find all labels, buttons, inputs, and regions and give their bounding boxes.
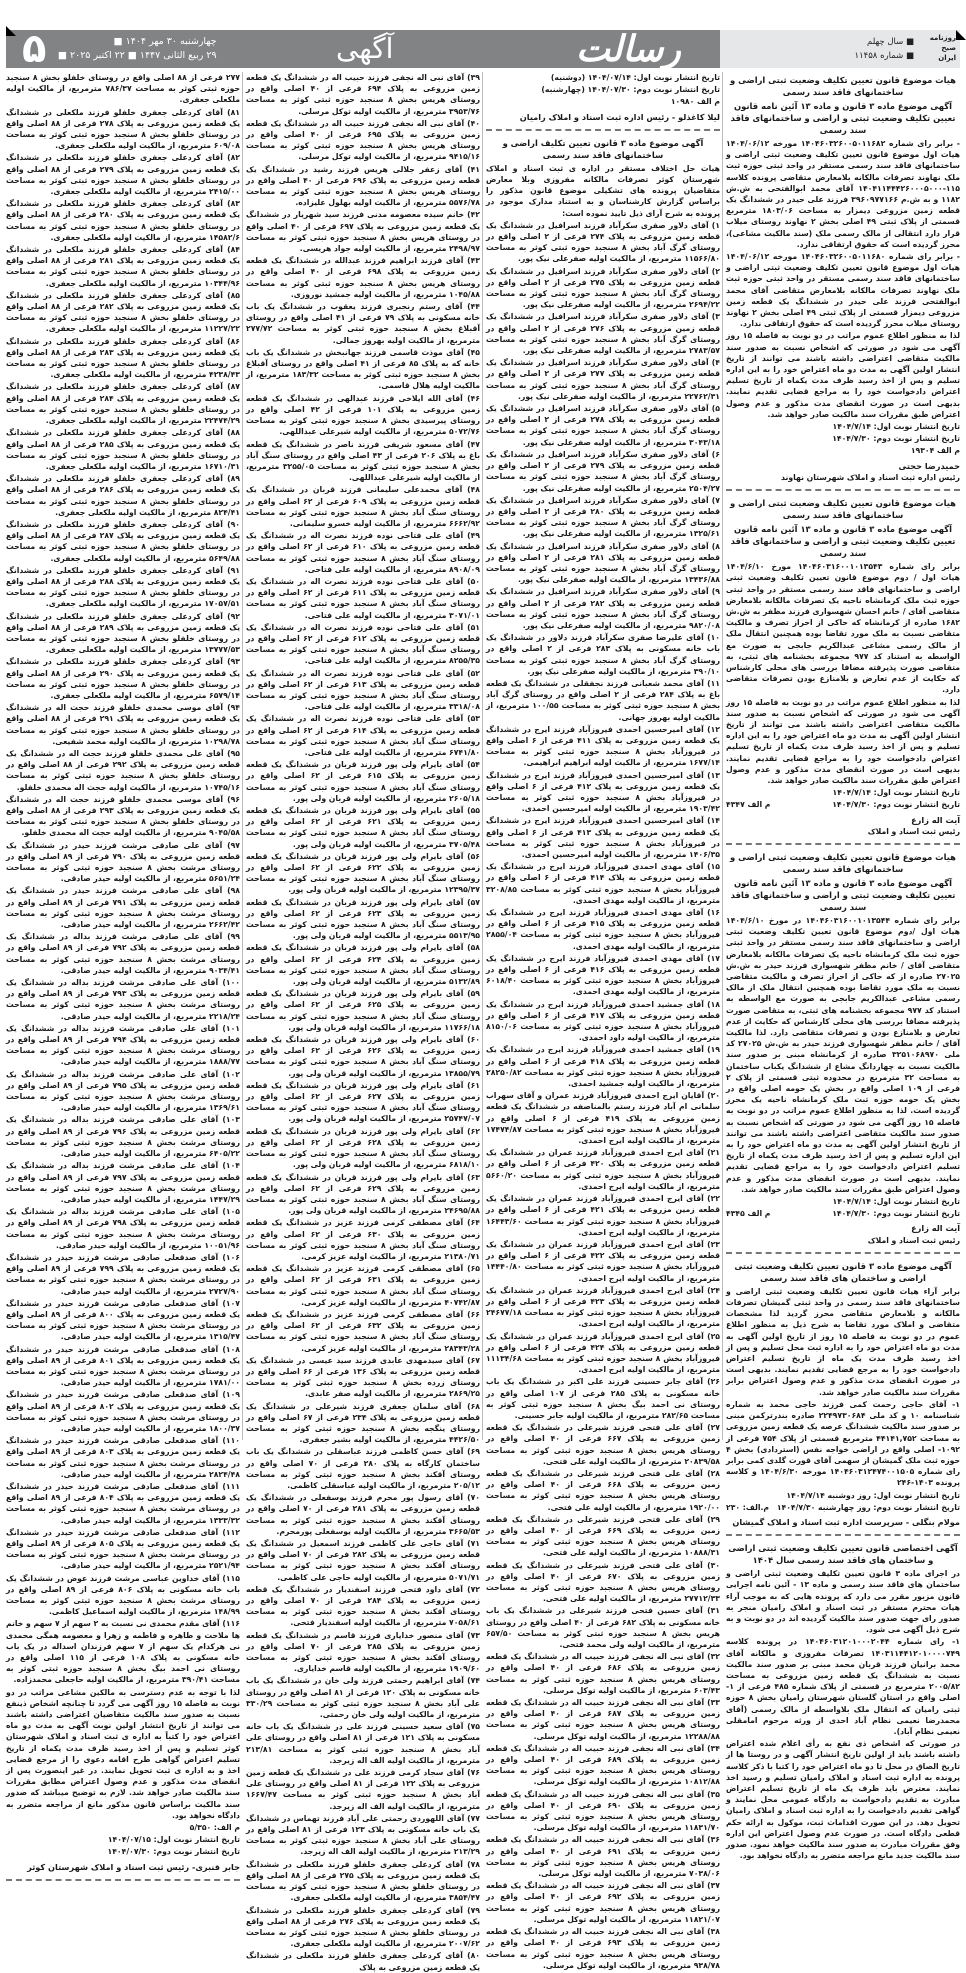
ruling-item: ۷۵) آقای سعید حسینی فرزند علی در ششدانگ یک باب خانه مسکونی به پلاک ۱۲۱ فرعی از ۸۱ اصلی واقع در روستای علی آباد بخش ۸ سنجبد حوزه ثبتی کوثر به مساحت ۲۱۳/۸۱ مترمربع، از مالکیت اولیه الف اله زیرجد. (246, 1722, 480, 1765)
page-header (6, 26, 960, 72)
publish-date: تاریخ انتشار نوبت دوم: ۱۴۰۴/۷/۳۰ (832, 1209, 960, 1219)
signature-name: حمیدرضا حجتی (898, 460, 960, 471)
ruling-item: ۱۵) آقای مهدی احمدی فیروزآباد فرزند ایرج در ششدانگ یک قطعه زمین مزروعی به پلاک ۴۱۴ فرعی از ۶ اصلی واقع در فیروزآباد بخش ۸ سنجبد حوزه ثبتی کوثر به مساحت ۳۲۰۸/۸۵ مترمربع، از مالکیت اولیه مهدی احمدی. (486, 862, 720, 905)
ruling-item: ۱۶) آقای مهدی احمدی فیروزآباد فرزند ایرج در ششدانگ یک قطعه زمین مزروعی به پلاک ۴۱۵ فرعی از ۶ اصلی واقع در فیروزآباد بخش ۸ سنجبد حوزه ثبتی کوثر به مساحت ۲۸۵۵/۰۴ مترمربع، از مالکیت اولیه مهدی احمدی. (486, 908, 720, 951)
newspaper-logo: رسالت (576, 28, 681, 70)
ruling-item: ۸۷) آقای کردعلی جعفری خلفلو فرزند ملکعلی در ششدانگ یک قطعه زمین مزروعی به پلاک ۲۸۴ فرعی از ۸۸ اصلی واقع در روستای خلفلو بخش ۸ سنجبد حوزه ثبتی کوثر به مساحت ۲۲۴۷۴/۲۹ مترمربع، از مالکیت اولیه ملکعلی جعفری. (6, 382, 241, 426)
notice-paragraph: لذا به منظور اطلاع عموم مراتب در دو نوبت به فاصله ۱۵ روز آگهی می شود در صورتی که اشخاص نسبت به صدور سند مالکیت متقاضی اعتراضی داشته باشند می توانند از تاریخ انتشار اولین آگهی به مدت دو ماه اعتراض خود را به این اداره تسلیم و پس از اخذ رسید ظرف مدت یکماه از تاریخ تسلیم اعتراض دادخواست خود را به مراجع قضایی تقدیم نمایند. بدیهی است در صورت انقضای مدت مذکور و عدم وصول اعتراض طبق مقررات سند مالکیت صادر خواهد شد. (726, 331, 960, 419)
notice-paragraph: برابر رای شماره ۱۴۰۴۶۰۳۱۶۰۰۱۰۱۳۵۴۴ در مورخ ۱۴۰۴/۶/۱۰ هیات اول /دوم موضوع قانون تعیین تکلیف وضعیت ثبتی اراضی و ساختمانهای فاقد سند رسمی مستقر در واحد ثبتی حوزه ثبت ملک کرمانشاه ناحیه یک تصرفات مالکانه بلامعارض متقاضی آقای / خانم مظفر شهسواری فرزند حیدر به ش.ش ۲۷۰۲۵ صادره از که حاکی از احراز تصرف و مالکیت متقاضی نسبت به ملک مورد تقاضا بوده همچنین انتقال ملک از مالک رسمی مشاعی عبدالکریم جابجی به صورت مع الواسطه به استناد کد ۹۷۷ مجموعه بخشنامه های ثبتی، به متقاضی صورت پذیرفته مضافا بررسی های محلی کارشناس که حکایت از عدم تعارض و بلامنازع بودن و تصرفات متقاضی دارد. لذا مالکیت آقای / خانم مظفر شهسواری فرزند حیدر به ش.ش ۲۷۰۲۵ کد ملی ۳۲۵۱۰۶۸۹۷۰ صادره از کرمانشاه مبنی بر صدور سند مالکیت نسبت به چهاردانگ مشاع از ششدانگ یکباب ساختمان به مساحت ۳۲ مترمربع در محدوده ثبتی قسمتی از پلاک ۲ فرعی از ۱۰۹ اصلی واقع در بخش یک حومه اصلی واقع در بخش یک حومه حوزه ثبت ملک کرمانشاه ناحیه یک محرز گردیده است. لذا به منظور اطلاع عموم مراتب در دو نوبت به فاصله ۱۵ روز آگهی می شود در صورتی که اشخاص نسبت به صدور سند مالکیت متقاضی اعتراضی داشته باشند می توانند از تاریخ انتشار اولین آگهی به مدت دو ماه اعتراض خود را به این اداره تسلیم و پس از اخذ رسید ظرف مدت یکماه از تاریخ تسلیم اعتراض دادخواست خود را به مراجع قضایی تقدیم نمایند. بدیهی است در صورت انقضای مدت مذکور و عدم وصول اعتراض طبق مقررات سند مالکیت صادر خواهد شد. (726, 915, 960, 1194)
ruling-item: ۱۱۰) آقای صدقعلی صادقی مرشت فرزند حیدر در ششدانگ یک قطعه زمین مزروعی به پلاک ۸۰۳ فرعی از ۸۹ اصلی واقع در روستای مرشت بخش ۸ سنجبد حوزه ثبتی کوثر به مساحت ۲۸۲۴/۴۸ مترمربع، از مالکیت اولیه حیدر صادقی. (6, 1436, 241, 1479)
ruling-item: ۲۳) آقای ایرج احمدی فیروزآباد فرزند عمران در ششدانگ یک قطعه زمین مزروعی به پلاک ۴۲۲ فرعی از ۶ اصلی واقع در فیروزآباد بخش ۸ سنجبد حوزه ثبتی کوثر به مساحت ۱۴۴۴۰/۸۰ مترمربع، از مالکیت اولیه ایرج احمدی. (486, 1239, 720, 1283)
ruling-item: ۶۷) آقای سیدمهدی عابدی فرزند سید عیسی در ششدانگ یک قطعه زمین مزروعی به پلاک ۱۳۶ فرعی از ۶۶ اصلی واقع در روستای زرده بخش ۸ سنجبد حوزه ثبتی کوثر به مساحت ۲۸۶۹/۲۵ مترمربع، از مالکیت اولیه صفر عابدی. (246, 1355, 480, 1399)
corner-mark-icon (956, 30, 966, 40)
signature: لیلا کاغذلو - رئیس اداره ثبت اسناد و املاک رامیان (519, 111, 720, 122)
ruling-item: ۲۱) آقای ایرج احمدی فیروزآباد فرزند عمران در ششدانگ یک قطعه زمین مزروعی به پلاک ۴۲۰ فرعی از ۶ اصلی واقع در فیروزآباد بخش ۸ سنجبد حوزه ثبتی کوثر به مساحت ۵۶۶۰/۲۰ مترمربع، از مالکیت اولیه ایرج احمدی. (486, 1148, 720, 1191)
notice-title: آگهی اختصاصی قانون تعیین تکلیف وضعیت ثبتی اراضی و ساختمان های فاقد سند رسمی سال ۱۴۰۴ (728, 1543, 958, 1566)
ruling-item: ۹۵) آقای علی محمدی خلفلو فرزند حجت اله در ششدانگ یک قطعه زمین مزروعی به پلاک ۲۹۲ فرعی از ۸۸ اصلی واقع در روستای خلفلو بخش ۸ سنجبد حوزه ثبتی کوثر به مساحت ۱۰۷۴۵/۱۶ مترمربع، از مالکیت اولیه حجت اله محمدی خلفلو. (6, 748, 241, 792)
ruling-item: ۸۹) آقای کردعلی جعفری خلفلو فرزند ملکعلی در ششدانگ یک قطعه زمین مزروعی به پلاک ۲۸۶ فرعی از ۸۸ اصلی واقع در روستای خلفلو بخش ۸ سنجبد حوزه ثبتی کوثر به مساحت ۸۲۴/۴۱ مترمربع، از مالکیت اولیه ملکعلی جعفری. (6, 474, 241, 517)
ruling-item: ۳۰) آقای علی فتحی فرزند شیرعلی در ششدانگ یک قطعه زمین مزروعی به پلاک ۶۷۰ فرعی از ۴۰ اصلی واقع در روستای هریس بخش ۸ سنجبد حوزه ثبتی کوثر به مساحت ۲۷۷۱۲/۳۳ مترمربع، از مالکیت اولیه علی فتحی. (486, 1560, 721, 1604)
notice-code: م الف ۴۳۴۷ (726, 800, 771, 810)
ruling-item: ۶۴) آقای مصطفی کرمی فرزند عزیز در ششدانگ یک قطعه زمین مزروعی به پلاک ۶۳۰ فرعی از ۶۲ اصلی واقع در روستای سنگ آباد بخش ۸ سنجبد حوزه ثبتی کوثر به مساحت ۲۱۳۸۰/۷۱ مترمربع، از مالکیت اولیه عزیز کرمی. (246, 1218, 481, 1261)
notice-paragraph: - برابر رای شماره ۱۴۰۴۶۰۳۲۶۰۰۵۰۱۱۶۸۰ مورخه ۱۴۰۴/۰۶/۱۲ هیات اول موضوع قانون تعیین تکلیف وضعیت ثبتی اراضی و ساختمانهای فاقد سند رسمی مستقر در واحد ثبتی حوزه ثبت ملک نهاوند تصرفات مالکانه بلامعارض متقاضی آقای محمد ابوالفتحی فرزند علی حیدر در ششدانگ یک قطعه زمین مزروعی دیمزار قسمتی از پلاک ثبتی ۴۹ اصلی بخش ۲ نهاوند روستای میلاب محرز گردیده است که حقوق ارتفاقی ندارد. (726, 252, 960, 329)
publish-date: تاریخ انتشار نوبت اول: روز دوشنبه ۱۴۰۴/۷/۱۴ (786, 1490, 960, 1500)
ruling-item: ۵۵) آقای بایرام ولی پور فرزند قربان در ششدانگ یک قطعه زمین مزروعی به پلاک ۶۲۱ فرعی از ۶۲ اصلی واقع در روستای سنگ آباد بخش ۸ سنجبد حوزه ثبتی کوثر به مساحت ۳۷۰۵/۴۸ مترمربع، از مالکیت اولیه قربان ولی پور. (246, 806, 481, 849)
ruling-item: ۱۱۱) آقای صدقعلی صادقی مرشت فرزند حیدر در ششدانگ یک قطعه زمین مزروعی به پلاک ۸۰۴ فرعی از ۸۹ اصلی واقع در روستای مرشت بخش ۸ سنجبد حوزه ثبتی کوثر به مساحت ۱۳۳۳/۳۲ مترمربع، از مالکیت اولیه حیدر صادقی. (6, 1481, 241, 1525)
ruling-item: ۲۷) آقای علی فتحی فرزند شیرعلی در ششدانگ یک قطعه زمین مزروعی به پلاک ۶۶۷ فرعی از ۴۰ اصلی واقع در روستای هریس بخش ۸ سنجبد حوزه ثبتی کوثر به مساحت ۲۰۸۳۹/۵۸ مترمربع، از مالکیت اولیه علی فتحی. (486, 1423, 721, 1466)
signature: مولام بنگلی - سرپرست اداره ثبت اسناد و املاک گمیشان (732, 1516, 960, 1527)
ruling-item: ۱۳) آقای امیرحسین احمدی فیروزآباد فرزند ایرج در ششدانگ یک قطعه زمین مزروعی به پلاک ۴۱۲ فرعی از ۶ اصلی واقع در فیروزآباد بخش ۸ سنجبد حوزه ثبتی کوثر به مساحت ۱۹۰۳/۴۲ مترمربع، از مالکیت اولیه امیرحسین احمدی. (486, 770, 721, 814)
notice-subtitle: آگهی موضوع ماده ۳ قانون و ماده ۱۳ آئین نامه قانون تعیین تکلیف وضعیت ثبتی و اراضی و ساختمانهای فاقد سند رسمی (730, 101, 956, 135)
ruling-item: ۹۱) آقای کردعلی جعفری خلفلو فرزند ملکعلی در ششدانگ یک قطعه زمین مزروعی به پلاک ۲۸۸ فرعی از ۸۸ اصلی واقع در روستای خلفلو بخش ۸ سنجبد حوزه ثبتی کوثر به مساحت ۱۷۰۵۷/۵۱ مترمربع، از مالکیت اولیه ملکعلی جعفری. (6, 565, 241, 609)
ruling-item: ۳۶) آقای نبی اله نجفی فرزند حبیب اله در ششدانگ یک قطعه زمین مزروعی به پلاک ۶۹۱ فرعی از ۴۰ اصلی واقع در روستای هریس بخش ۸ سنجبد حوزه ثبتی کوثر به مساحت ۷۰۳۸/۰۶ مترمربع، از مالکیت اولیه توکل مرسلی. (486, 1835, 721, 1879)
dashed-divider (726, 489, 960, 491)
notice-intro: هیات حل اختلاف مستقر در اداره ی ثبت اسناد و املاک شهرستان کوثر تصرفات مالکانه مفروزی وبلا معارض متقاضیان پرونده های تشکیلی موضوع قانون مذکور را براساس گزارش کارشناسان و به استناد مدارک موجود در پرونده به شرح آرای ذیل تایید نموده است: (486, 163, 720, 218)
publish-date: تاریخ انتشار نوبت دوم: ۱۴۰۴/۷/۳۰ (832, 434, 960, 444)
ruling-item: ۷۳) آقای منصور خدایاری فرزند قاسم در ششدانگ یک قطعه زمین مزروعی به پلاک ۲۸۵ فرعی از ۷۰ اصلی واقع در روستای آقکند بخش ۸ سنجبد حوزه ثبتی کوثر به مساحت ۱۹۰۹/۶۰ مترمربع، از مالکیت اولیه قاسم خدایاری. (246, 1630, 481, 1674)
issue-dates (58, 35, 217, 63)
ruling-item: ۴۷) آقای مسعود شریفی فرزند ناصر در ششدانگ یک قطعه باغ به پلاک ۲۰۶ فرعی از ۴۳ اصلی واقع در روستای سنگ آباد بخش ۸ سنجبد حوزه ثبتی کوثر به مساحت ۳۲۵۵/۰۵ مترمربع، از مالکیت اولیه شیرعلی عبداللهی. (246, 439, 480, 483)
ruling-item: ۹) آقای دلاور صفری سکرآباد فرزند اسرافیل در ششدانگ یک قطعه زمین مزروعی به پلاک ۲۸۲ فرعی از ۲ اصلی واقع در روستای گرگ آباد بخش ۸ سنجبد حوزه ثبتی کوثر به مساحت ۹۸۲۰/۰۸ مترمربع، از مالکیت اولیه صفرعلی نیک پور. (486, 587, 721, 630)
ruling-item: ۵۷) آقای بایرام ولی پور فرزند قربان در ششدانگ یک قطعه زمین مزروعی به پلاک ۶۲۳ فرعی از ۶۲ اصلی واقع در روستای سنگ آباد بخش ۸ سنجبد حوزه ثبتی کوثر به مساحت ۵۵۱۳/۹۵ مترمربع، از مالکیت اولیه قربان ولی پور. (246, 897, 481, 941)
ruling-item: ۱۷) آقای مهدی احمدی فیروزآباد فرزند ایرج در ششدانگ یک قطعه زمین مزروعی به پلاک ۴۱۶ فرعی از ۶ اصلی واقع در فیروزآباد بخش ۸ سنجبد حوزه ثبتی کوثر به مساحت ۶۰۱۸/۴۰ مترمربع، از مالکیت اولیه مهدی احمدی. (486, 953, 720, 997)
notice-paragraph: در صورتی که اشخاص ذی نفع به رأی اعلام شده اعتراض داشته باشند باید از اولین تاریخ انتشار آگهی و در روستا ها از تاریخ الصاق در محل تا دو ماه اعتراض خود را کتبا با ذکر کلاسه پرونده به اداره ثبت اسناد و املاک رامیان تسلیم و رسید اخذ نمایند. معترض باید ظرف یک ماه از تاریخ تسلیم اعتراض مبادرت به تقدیم دادخواست به دادگاه عمومی محل نمایند و گواهی تقدیم دادخواست را به اداره ثبت اسناد و املاک رامیان تحویل دهد. در این صورت اقدامات ثبت، موکول به ارائه حکم قطعی دادگاه است. در صورت عدم وصول اعتراض این اداره وفق مقررات مبادرت به صدور سند مالکیت خواهد نمود. صدور سند مالکیت جدید مانع مراجعه متضرر به دادگاه نخواهد بود. (726, 1739, 960, 1861)
ruling-item: ۱) آقای دلاور صفری سکرآباد فرزند اسرافیل در ششدانگ یک قطعه زمین مزروعی به پلاک ۲۷۴ فرعی از ۲ اصلی واقع در روستای گرگ آباد بخش ۸ سنجبد حوزه ثبتی کوثر به مساحت ۱۱۵۶۶/۸۰ مترمربع، از مالکیت اولیه صفرعلی نیک پور. (486, 220, 721, 264)
ruling-item: ۵۰) آقای علی فتاحی نوده فرزند نصرت اله در ششدانگ یک قطعه زمین مزروعی به پلاک ۶۱۱ فرعی از ۶۲ اصلی واقع در روستای سنگ آباد بخش ۸ سنجبد حوزه ثبتی کوثر به مساحت ۳۰۷۱/۰۱ مترمربع، از مالکیت اولیه علی فتاحی. (246, 576, 480, 620)
ruling-item: ۶۱) آقای بایرام ولی پور فرزند قربان در ششدانگ یک قطعه زمین مزروعی به پلاک ۶۲۷ فرعی از ۶۲ اصلی واقع در روستای سنگ آباد بخش ۸ سنجبد حوزه ثبتی کوثر به مساحت ۲۵۷۴۷/۰۷ مترمربع، از مالکیت اولیه قربان ولی پور. (246, 1080, 481, 1124)
ruling-item: ۳۷) آقای نبی اله نجفی فرزند حبیب اله در ششدانگ یک قطعه زمین مزروعی به پلاک ۶۹۲ فرعی از ۴۰ اصلی واقع در روستای هریس بخش ۸ سنجبد حوزه ثبتی کوثر به مساحت ۱۱۸۲۱/۰۷ مترمربع، از مالکیت اولیه توکل مرسلی. (486, 1881, 721, 1924)
ruling-item: ۷۱) آقای حاجی علی کاظمی فرزند اسمعیل در ششدانگ یک قطعه زمین مزروعی به پلاک ۲۸۲ فرعی از ۷۰ اصلی واقع در روستای آقکند بخش ۸ سنجبد حوزه ثبتی کوثر به مساحت ۵۰۷۱/۷۱ مترمربع، از مالکیت اولیه حاجی علی کاظمی. (246, 1539, 481, 1582)
ruling-item: ۷) آقای دلاور صفری سکرآباد فرزند اسرافیل در ششدانگ یک قطعه زمین مزروعی به پلاک ۲۸۰ فرعی از ۲ اصلی واقع در روستای گرگ آباد بخش ۸ سنجبد حوزه ثبتی کوثر به مساحت ۱۳۲۵/۶۱ مترمربع، از مالکیت اولیه صفرعلی نیک پور. (486, 495, 721, 539)
notice-title: آگهی موضوع ماده ۳ قانون تعیین تکلیف اراضی و ساختمانهای فاقد سند رسمی (502, 137, 704, 160)
ruling-item: ۱۱۵) آقای خداوین عباسی مرشت فرزند عوض در ششدانگ یک باب خانه مسکونی به پلاک ۸۰۶ فرعی از ۸۹ اصلی واقع در روستای مرشت بخش ۸ سنجبد حوزه ثبتی کوثر به مساحت ۱۴۸/۹۹ مترمربع، از مالکیت اولیه اسماعیل کاظمی. (6, 1573, 241, 1617)
ruling-list (6, 72, 240, 1686)
ruling-item: ۴۵) آقای موذت قاسمی فرزند جهانبخش در ششدانگ یک باب خانه که به پلاک ۸۵ فرعی از ۴۱ اصلی واقع در روستای آقبلاغ بخش ۸ سنجبد حوزه ثبتی کوثر به مساحت ۱۸۳/۳۲ مترمربع، از مالکیت اولیه هلال قاسمی. (246, 347, 480, 391)
dashed-divider (486, 129, 720, 131)
ruling-item: ۷۷) آقای اللهوردی رحمتی علی آباد فرزند تهماس در ششدانگ یک باب خانه مسکونی به پلاک ۱۲۳ فرعی از ۸۱ اصلی واقع در روستای علی آباد بخش ۸ سنجبد حوزه ثبتی کوثر به مساحت ۲۱۳/۲۹ مترمربع، از مالکیت اولیه الف اله زیرجد. (246, 1813, 481, 1857)
issue-info (855, 35, 914, 63)
ruling-item: ۵) آقای دلاور صفری سکرآباد فرزند اسرافیل در ششدانگ یک قطعه زمین مزروعی به پلاک ۲۷۸ فرعی از ۲ اصلی واقع در روستای گرگ آباد بخش ۸ سنجبد حوزه ثبتی کوثر به مساحت ۳۰۴۳/۱۸ مترمربع، از مالکیت اولیه صفرعلی نیک پور. (486, 404, 721, 447)
ruling-item: ۳۲) آقای نبی اله نجفی فرزند حبیب اله در ششدانگ یک قطعه زمین مزروعی به پلاک ۶۸۶ فرعی از ۴۰ اصلی واقع در روستای هریس بخش ۸ سنجبد حوزه ثبتی کوثر به مساحت ۶۰۳/۴۳ مترمربع، از مالکیت اولیه توکل مرسلی. (486, 1652, 721, 1695)
ruling-item: ۷۲) آقای داود فتحی فرزند اسفندیار در ششدانگ یک قطعه زمین مزروعی به پلاک ۲۸۴ فرعی از ۷۰ اصلی واقع در روستای آقکند بخش ۸ سنجبد حوزه ثبتی کوثر به مساحت ۷۰۵۸/۶۱ مترمربع، از مالکیت اولیه اسفندیار فتحی. (246, 1584, 481, 1628)
publish-date: تاریخ انتشار نوبت اول: ۱۴۰۴/۰۷/۱۴ (دوشنبه) (550, 73, 720, 82)
ruling-item: ۴۴) آقای رستم رنجبری فرزند یعقوب در ششدانگ یک باب خانه مسکونی به پلاک ۷۹ فرعی از ۴۱ اصلی واقع در روستای آقبلاغ بخش ۸ سنجبد حوزه ثبتی کوثر به مساحت ۲۷۷/۷۲ مترمربع، از مالکیت اولیه بهروز جمالی. (246, 302, 480, 345)
ruling-item: ۶۵) آقای مصطفی کرمی فرزند عزیز در ششدانگ یک قطعه زمین مزروعی به پلاک ۶۳۱ فرعی از ۶۲ اصلی واقع در روستای سنگ آباد بخش ۸ سنجبد حوزه ثبتی کوثر به مساحت ۴۰۷۴۲/۸۷ مترمربع، از مالکیت اولیه عزیز کرمی. (246, 1264, 481, 1307)
column-divider (482, 72, 483, 1440)
ruling-item: ۸۶) آقای کردعلی جعفری خلفلو فرزند ملکعلی در ششدانگ یک قطعه زمین مزروعی به پلاک ۲۸۳ فرعی از ۸۸ اصلی واقع در روستای خلفلو بخش ۸ سنجبد حوزه ثبتی کوثر به مساحت ۴۲۳۸/۴۳ مترمربع، از مالکیت اولیه ملکعلی جعفری. (6, 336, 241, 380)
ruling-item: ۸۸) آقای کردعلی جعفری خلفلو فرزند ملکعلی در ششدانگ یک قطعه زمین مزروعی به پلاک ۲۸۵ فرعی از ۸۸ اصلی واقع در روستای خلفلو بخش ۸ سنجبد حوزه ثبتی کوثر به مساحت ۱۶۷۱۰/۳۱ مترمربع، از مالکیت اولیه ملکعلی جعفری. (6, 428, 241, 471)
issue-year: ■ سال چهلم (867, 37, 914, 47)
brand-tagline: روزنامه صبح ایران (929, 34, 956, 62)
ruling-item: ۸) آقای دلاور صفری سکرآباد فرزند اسرافیل در ششدانگ یک قطعه زمین مزروعی به پلاک ۲۸۱ فرعی از ۲ اصلی واقع در روستای گرگ آباد بخش ۸ سنجبد حوزه ثبتی کوثر به مساحت ۱۳۴۳۶/۸۸ مترمربع، از مالکیت اولیه صفرعلی نیک پور. (486, 541, 721, 585)
notice-code: م الف ۴۳۴۵ (726, 1209, 771, 1219)
ruling-item: ۱۰۰) آقای علی صادقی مرشت فرزند بداله در ششدانگ یک قطعه زمین مزروعی به پلاک ۷۹۳ فرعی از ۸۹ اصلی واقع در روستای مرشت بخش ۸ سنجبد حوزه ثبتی کوثر به مساحت ۲۲۱۸/۲۴ مترمربع، از مالکیت اولیه حیدر صادقی. (6, 978, 241, 1021)
ruling-item: ۷۶) آقای سجاد کرمی فرزند علی در ششدانگ یک قطعه زمین مزروعی به پلاک ۱۲۲ فرعی از ۸۱ اصلی واقع در روستای علی آباد بخش ۸ سنجبد حوزه ثبتی کوثر به مساحت ۱۶۶۷/۴۷ مترمربع، از مالکیت اولیه الف اله زیرجد. (246, 1768, 481, 1811)
notice-title: آگهی موضوع ماده ۳ قانون تعیین تکلیف وضعیت ثبتی اراضی و ساختمان های فاقد سند رسمی (734, 1260, 952, 1283)
signature-title: رئیس اداره ثبت اسناد و املاک شهرستان نهاوند (781, 472, 960, 482)
ruling-item: ۱۱) آقای محمد شعبانی فرزند نجفقلی در ششدانگ یک قطعه باغ به پلاک ۲۸۴ فرعی از ۲ اصلی واقع در روستای گرگ آباد بخش ۸ سنجبد حوزه ثبتی کوثر به مساحت ۱۰۰/۵۵ مترمربع، از مالکیت اولیه بهروز جهانی. (486, 678, 721, 722)
ruling-item: ۶۰) آقای بایرام ولی پور فرزند قربان در ششدانگ یک قطعه زمین مزروعی به پلاک ۶۲۶ فرعی از ۶۲ اصلی واقع در روستای سنگ آباد بخش ۸ سنجبد حوزه ثبتی کوثر به مساحت ۱۳۸۵۵/۷۹ مترمربع، از مالکیت اولیه قربان ولی پور. (246, 1035, 481, 1078)
ruling-item: ۱۱۶) آقای مقدم محمدی نی نسبت به ۲ سهم از ۷ سهم و خانم ها ملاحت و طاهره و فاطمه و زهرا و معصومه همگی محمدی نی هرکدام یک سهم از ۷ سهم فرزندان اسداله در یک باب خانه مسکونی به پلاک ۱۰۸ فرعی از ۱۱۵ اصلی واقع در روستای نی احمد بیگ بخش ۸ سنجبد حوزه ثبتی کوثر به مساحت ۳۹۰/۴۱ مترمربع، از مالکیت اولیه حاجعلی محمدزاده. (6, 1619, 241, 1685)
ruling-item: ۱۴) آقای امیرحسین احمدی فیروزآباد فرزند ایرج در ششدانگ یک قطعه زمین مزروعی به پلاک ۴۱۳ فرعی از ۶ اصلی واقع در فیروزآباد بخش ۸ سنجبد حوزه ثبتی کوثر به مساحت ۱۴۰۶/۳۵ مترمربع، از مالکیت اولیه امیرحسین احمدی. (486, 816, 721, 859)
ruling-item: ۳۵) آقای نبی اله نجفی فرزند حبیب اله در ششدانگ یک قطعه زمین مزروعی به پلاک ۶۹۰ فرعی از ۴۰ اصلی واقع در روستای هریس بخش ۸ سنجبد حوزه ثبتی کوثر به مساحت ۱۱۸۳۱/۷۰ مترمربع، از مالکیت اولیه توکل مرسلی. (486, 1789, 721, 1833)
ruling-item: ۲۵) آقای ایرج احمدی فیروزآباد فرزند عمران در ششدانگ یک قطعه زمین مزروعی به پلاک ۴۲۴ فرعی از ۶ اصلی واقع در فیروزآباد بخش ۸ سنجبد حوزه ثبتی کوثر به مساحت ۱۱۱۳۴/۶۸ مترمربع، از مالکیت اولیه ایرج احمدی. (486, 1331, 720, 1375)
ruling-item: ۴) آقای دلاور صفری سکرآباد فرزند اسرافیل در ششدانگ یک قطعه زمین مزروعی به پلاک ۲۷۷ فرعی از ۲ اصلی واقع در روستای گرگ آباد بخش ۸ سنجبد حوزه ثبتی کوثر به مساحت ۲۲۷۶۲/۳۱ مترمربع، از مالکیت اولیه صفرعلی نیک پور. (486, 358, 721, 401)
ruling-item: ۱۹) آقای جمشید احمدی فیروزآباد فرزند ایرج در ششدانگ یک قطعه زمین مزروعی به پلاک ۴۱۸ فرعی از ۶ اصلی واقع در فیروزآباد بخش ۸ سنجبد حوزه ثبتی کوثر به مساحت ۲۸۲۵۰/۸۲ مترمربع، از مالکیت اولیه جمشید احمدی. (486, 1045, 720, 1089)
ruling-item: ۹۸) آقای علی صادقی مرشت فرزند حیدر در ششدانگ یک قطعه زمین مزروعی به پلاک ۷۹۱ فرعی از ۸۹ اصلی واقع در روستای مرشت بخش ۸ سنجبد حوزه ثبتی کوثر به مساحت ۲۶۶۲/۴۲ مترمربع، از مالکیت اولیه حیدر صادقی. (6, 886, 241, 930)
ruling-item: ۷۴) آقای ابراهیم رحمتی فرزند ولی خان در ششدانگ یک باب خانه مسکونی به پلاک ۱۲۰ فرعی از ۸۱ اصلی واقع در روستای علی آباد بخش ۸ سنجبد حوزه ثبتی کوثر به مساحت ۳۳۰/۲۹ مترمربع، از مالکیت اولیه ولی خان رحمتی. (246, 1676, 480, 1720)
ruling-item: ۹۰) آقای کردعلی جعفری خلفلو فرزند ملکعلی در ششدانگ یک قطعه زمین مزروعی به پلاک ۲۸۷ فرعی از ۸۸ اصلی واقع در روستای خلفلو بخش ۸ سنجبد حوزه ثبتی کوثر به مساحت ۵۶۴۹/۸۸ مترمربع، از مالکیت اولیه ملکعلی جعفری. (6, 519, 241, 563)
ruling-item: ۱۰۱) آقای علی صادقی مرشت فرزند بداله در ششدانگ یک قطعه زمین مزروعی به پلاک ۷۹۴ فرعی از ۸۹ اصلی واقع در روستای مرشت بخش ۸ سنجبد حوزه ثبتی کوثر به مساحت ۱۸۸۸/۷۷ مترمربع، از مالکیت اولیه حیدر صادقی. (6, 1023, 241, 1067)
ruling-item: ۳۹) آقای نبی اله نجفی فرزند حبیب اله در ششدانگ یک قطعه زمین مزروعی به پلاک ۶۹۴ فرعی از ۴۰ اصلی واقع در روستای هریس بخش ۸ سنجبد حوزه ثبتی کوثر به مساحت ۳۹۵۳/۷۶ مترمربع، از مالکیت اولیه توکل مرسلی. (246, 73, 481, 116)
ruling-item: ۴۰) آقای نبی اله نجفی فرزند حبیب اله در ششدانگ یک قطعه زمین مزروعی به پلاک ۶۹۵ فرعی از ۴۰ اصلی واقع در روستای هریس بخش ۸ سنجبد حوزه ثبتی کوثر به مساحت ۹۴۱۵/۱۶ مترمربع، از مالکیت اولیه توکل مرسلی. (246, 118, 481, 162)
publish-date: تاریخ انتشار نوبت دوم: ۱۴۰۴/۰۷/۳۰ (چهارشنبه) (541, 85, 720, 95)
publish-date: تاریخ انتشار نوبت اول: ۱۴۰۴/۷/۱۴ (832, 788, 960, 798)
ruling-item: ۶۶) آقای مصطفی کرمی فرزند عزیز در ششدانگ یک قطعه زمین مزروعی به پلاک ۶۳۲ فرعی از ۶۲ اصلی واقع در روستای سنگ آباد بخش ۸ سنجبد حوزه ثبتی کوثر به مساحت ۲۸۳۴۳/۲۸ مترمربع، از مالکیت اولیه عزیز کرمی. (246, 1309, 481, 1353)
dashed-divider (726, 843, 960, 845)
ruling-item: ۴۳) آقای فرزند ابراهیم فرزند عبدالله در ششدانگ یک قطعه زمین مزروعی به پلاک ۶۹۸ فرعی از ۴۰ اصلی واقع در روستای هریس بخش ۸ سنجبد حوزه ثبتی کوثر به مساحت ۱۰۴۵/۸۸ مترمربع، از مالکیت اولیه جمشید نوروزی. (246, 256, 481, 299)
ruling-item: ۳۱) آقای حسین فتحی فرزند شیرعلی در ششدانگ یک باب خانه مسکونی به پلاک ۶۸۲ فرعی از ۴۰ اصلی واقع در روستای هریس بخش ۸ سنجبد حوزه ثبتی کوثر به مساحت ۶۵۷/۵۰ مترمربع، از مالکیت اولیه ولی محمد فتحی. (486, 1606, 720, 1650)
corner-mark-icon (6, 26, 16, 36)
ruling-item: ۵۶) آقای بایرام ولی پور فرزند قربان در ششدانگ یک قطعه زمین مزروعی به پلاک ۶۲۲ فرعی از ۶۲ اصلی واقع در روستای سنگ آباد بخش ۸ سنجبد حوزه ثبتی کوثر به مساحت ۱۲۳۹۵/۳۷ مترمربع، از مالکیت اولیه قربان ولی پور. (246, 851, 481, 895)
ruling-item: ۸۳) آقای کردعلی جعفری خلفلو فرزند ملکعلی در ششدانگ یک قطعه زمین مزروعی به پلاک ۲۸۰ فرعی از ۸۸ اصلی واقع در روستای خلفلو بخش ۸ سنجبد حوزه ثبتی کوثر به مساحت ۱۴۵۸۲/۶ مترمربع، از مالکیت اولیه ملکعلی جعفری. (6, 199, 241, 242)
ruling-item: ۲۰) آقایان ایرج احمدی فیروزآباد فرزند عمران و آقای سهراب سلمانی ام آباد فرزند رستم بالمناصفه در ششدانگ یک قطعه زمین مزروعی به پلاک ۴۱۹ فرعی از ۶ اصلی واقع در فیروزآباد بخش ۸ سنجبد حوزه ثبتی کوثر به مساحت ۱۷۴۷۴/۸۷ مترمربع، از مالکیت اولیه ایرج احمدی. (486, 1091, 721, 1146)
notice-title: هیات موضوع قانون تعیین تکلیف وضعیت ثبتی اراضی و ساختمانهای فاقد سند رسمی (730, 851, 956, 874)
ruling-item: ۸۴) آقای کردعلی جعفری خلفلو فرزند ملکعلی در ششدانگ یک قطعه زمین مزروعی به پلاک ۲۸۱ فرعی از ۸۸ اصلی واقع در روستای خلفلو بخش ۸ سنجبد حوزه ثبتی کوثر به مساحت ۱۰۳۴۴/۹۶ مترمربع، از مالکیت اولیه ملکعلی جعفری. (6, 245, 241, 288)
notice-paragraph: در اجرای ماده ۳ قانون تعیین تکلیف وضعیت ثبتی اراضی و ساختمان های فاقد سند رسمی و ماده ۱۳ - آئین نامه اجرایی قانون مزبور مقرر می دارد که پرونده هایی که به موجب آراء هیات محترم مستقر در ثبت اسناد و املاک رامیان منجر به صدور رای جهت صدور سند مالکیت گردیده اند در دو نوبت و به شرح ذیل آگهی می شود. (726, 1569, 961, 1635)
ruling-item: ۶۲) آقای بایرام ولی پور فرزند قربان در ششدانگ یک قطعه زمین مزروعی به پلاک ۶۲۸ فرعی از ۶۲ اصلی واقع در روستای سنگ آباد بخش ۸ سنجبد حوزه ثبتی کوثر به مساحت ۶۸۱۸/۱۰ مترمربع، از مالکیت اولیه قربان ولی پور. (246, 1126, 481, 1170)
ruling-item: ۱۰۲) آقای علی صادقی مرشت فرزند بداله در ششدانگ یک قطعه زمین مزروعی به پلاک ۷۹۵ فرعی از ۸۹ اصلی واقع در روستای مرشت بخش ۸ سنجبد حوزه ثبتی کوثر به مساحت ۱۳۶۹/۶۱ مترمربع، از مالکیت اولیه حیدر صادقی. (6, 1069, 241, 1113)
publish-date: تاریخ انتشار نوبت اول: ۱۴۰۴/۷/۱۴ (832, 1197, 960, 1207)
ruling-item: ۸۰) آقای کردعلی جعفری خلفلو فرزند ملکعلی در ششدانگ یک قطعه زمین مزروعی به پلاک (246, 1951, 480, 1972)
ruling-item: ۱۰۸) آقای صدقعلی صادقی مرشت فرزند حیدر در ششدانگ یک قطعه زمین مزروعی به پلاک ۸۰۱ فرعی از ۸۹ اصلی واقع در روستای مرشت بخش ۸ سنجبد حوزه ثبتی کوثر به مساحت ۱۷۸۱/۰۰ مترمربع، از مالکیت اولیه حیدر صادقی. (6, 1344, 241, 1388)
ruling-item: ۳۳) آقای نبی اله نجفی فرزند حبیب اله در ششدانگ یک قطعه زمین مزروعی به پلاک ۶۸۷ فرعی از ۴۰ اصلی واقع در روستای هریس بخش ۸ سنجبد حوزه ثبتی کوثر به مساحت ۱۲۲۸۸/۸۸ مترمربع، از مالکیت اولیه توکل مرسلی. (486, 1698, 721, 1741)
notice-paragraph: ۱- آقای حاجی رحمت کمی فرزند حاجی محمد به شماره شناسنامه ۱۰ و کد ملی ۲۲۴۹۷۳۰۶۸۴ صادره بندرترکمن مبنی بر صدور سند مالکیت ششدانگ عرصه یک قطعه زمین مزروعی به مساحت ۴۴۱۴۱,۷۵۲ مترمربع قسمتی از پلاک ۷۵۴ فرعی از ۱۰۹۲- اصلی واقع در اراضی خواجه نفس (استردادی) بخش ۴ حوزه ثبت ملک گمیشان از سهمی آقای قورت گلدی کمی برابر رای شماره ۱۴۰۴۶۰۳۱۲۴۷۴۰۰۱۵۰۵ مورخه ۱۴۰۴/۶/۳۰ و کلاسه پرونده ۱۴۰۳-۲۴۶ (726, 1399, 960, 1488)
ruling-list (486, 220, 720, 1971)
ruling-item: ۹۷) آقای علی صادقی مرشت فرزند حیدر در ششدانگ یک قطعه زمین مزروعی به پلاک ۷۹۰ فرعی از ۸۹ اصلی واقع در روستای مرشت بخش ۸ سنجبد حوزه ثبتی کوثر به مساحت ۵۶۵۱/۲۴ مترمربع، از مالکیت اولیه حیدر صادقی. (6, 840, 241, 884)
notice-subtitle: آگهی موضوع ماده ۳ قانون و ماده ۱۳ آئین نامه قانون تعیین تکلیف وضعیت ثبتی و اراضی و ساختمانهای فاقد سند رسمی (730, 524, 956, 559)
publish-date: تاریخ انتشار نوبت دوم: ۱۴۰۴/۷/۳۰ (832, 800, 960, 810)
dashed-divider (726, 1534, 960, 1536)
ruling-item: ۱۰۹) آقای صدقعلی صادقی مرشت فرزند حیدر در ششدانگ یک قطعه زمین مزروعی به پلاک ۸۰۲ فرعی از ۸۹ اصلی واقع در روستای مرشت بخش ۸ سنجبد حوزه ثبتی کوثر به مساحت ۱۸۰۰/۳۷ مترمربع، از مالکیت اولیه حیدر صادقی. (6, 1390, 241, 1433)
ruling-item: ۹۶) آقای موسی محمدی خلفلو فرزند حجت اله در ششدانگ یک قطعه زمین مزروعی به پلاک ۲۹۳ فرعی از ۸۸ اصلی واقع در روستای خلفلو بخش ۸ سنجبد حوزه ثبتی کوثر به مساحت ۹۰۴۵/۵۸ مترمربع، از مالکیت اولیه حجت اله محمدی خلفلو. (6, 794, 241, 838)
notice-title: هیات موضوع قانون تعیین تکلیف وضعیت ثبتی اراضی و ساختمانهای فاقد سند رسمی (730, 75, 956, 97)
ruling-item: ۹۲) آقای کردعلی جعفری خلفلو فرزند ملکعلی در ششدانگ یک قطعه زمین مزروعی به پلاک ۲۸۹ فرعی از ۸۸ اصلی واقع در روستای خلفلو بخش ۸ سنجبد حوزه ثبتی کوثر به مساحت ۱۳۷۷۷/۵۳ مترمربع، از مالکیت اولیه ملکعلی جعفری. (6, 611, 241, 655)
column-1 (725, 72, 961, 1861)
column-divider (722, 72, 723, 1440)
ruling-item: ۴۹) آقای علی فتاحی نوده فرزند نصرت اله در ششدانگ یک قطعه زمین مزروعی به پلاک ۶۱۰ فرعی از ۶۲ اصلی واقع در روستای سنگ آباد بخش ۸ سنجبد حوزه ثبتی کوثر به مساحت ۸۹۰۸/۰۹ مترمربع، از مالکیت اولیه علی فتاحی. (246, 531, 480, 574)
ruling-item: ۳۴) آقای نبی اله نجفی فرزند حبیب اله در ششدانگ یک قطعه زمین مزروعی به پلاک ۶۸۹ فرعی از ۴۰ اصلی واقع در روستای هریس بخش ۸ سنجبد حوزه ثبتی کوثر به مساحت ۱۰۸۱۲/۸۸ مترمربع، از مالکیت اولیه توکل مرسلی. (486, 1743, 721, 1787)
ruling-item: ۹۳) آقای کردعلی جعفری خلفلو فرزند ملکعلی در ششدانگ یک قطعه زمین مزروعی به پلاک ۲۹۰ فرعی از ۸۸ اصلی واقع در روستای خلفلو بخش ۸ سنجبد حوزه ثبتی کوثر به مساحت ۶۵۷۹/۱۴ مترمربع، از مالکیت اولیه ملکعلی جعفری. (6, 657, 241, 700)
notice-closing: لذا با توجه به عدم دسترسی به مالکین مشاعی مراتب در دو نوبت به فاصله ۱۵ روز آگهی می گردد تا چنانچه اشخاص ذینفع نسبت به صدور سند مالکیت متقاضیان اعتراضی داشته باشند می توانند از تاریخ انتشار اولین نوبت آگهی به مدت دو ماه اعتراض خود را کتباً به اداره ی ثبت اسناد و املاک شهرستان کوثر تسلیم و پس از اخذ رسید ظرف مدت یکماه از تاریخ تسلیم اعتراض گواهی طرح اقامه دعوی را از مرجع قضایی اخذ و به اداره ی ثبت تحویل نمایند. در غیر اینصورت پس از انقضای مدت مذکور و عدم وصول اعتراض مطابق مقررات سند مالکیت صادر خواهد شد. لازم به توضیح میباشد که صدور سند مالکیت براساس قانون مذکور مانع از مراجعه متضرر به دادگاه نخواهد بود. (6, 1687, 240, 1820)
publish-meta-row (726, 1502, 960, 1513)
signature: جابر قنبری- رئیس ثبت اسناد و املاک شهرستان کوثر (27, 1861, 240, 1872)
signature-name: آیت اله زارع (911, 814, 960, 825)
signature-title: رئیس ثبت اسناد و املاک (867, 1235, 960, 1245)
ruling-item: ۲۷۷ فرعی از ۸۸ اصلی واقع در روستای خلفلو بخش ۸ سنجبد حوزه ثبتی کوثر به مساحت ۷۸۶/۳۷ مترمربع، از مالکیت اولیه ملکعلی جعفری. (6, 73, 240, 105)
date-line-persian: چهارشنبه ۳۰ مهر ۱۴۰۴ ■ (113, 36, 217, 47)
ruling-item: ۱۰۴) آقای علی صادقی مرشت فرزند بداله در ششدانگ یک قطعه زمین مزروعی به پلاک ۷۹۷ فرعی از ۸۹ اصلی واقع در روستای مرشت بخش ۸ سنجبد حوزه ثبتی کوثر به مساحت ۱۴۴۷/۲۹ مترمربع، از مالکیت اولیه حیدر صادقی. (6, 1161, 241, 1204)
column-2 (486, 72, 721, 1970)
notice-paragraph: برابر رای شماره ۱۴۰۴۶۰۳۱۶۰۰۱۰۱۳۵۴۳ مورخ ۱۴۰۴/۶/۱۰ هیات اول / دوم موضوع قانون تعیین تکلیف وضعیت ثبتی اراضی و ساختمانهای فاقد سند رسمی مستقر در واحد ثبتی حوزه ثبت ملک کرمانشاه ناحیه یک تصرفات مالکانه بلامعارض متقاضی آقای / خانم احسان شهسواری فرزند مظفر به ش.ش ۱۶۸۲ صادره از کرمانشاه که حاکی از احراز تصرف و مالکیت متقاضی نسبت به ملک مورد تقاضا بوده همچنین انتقال ملک از مالک رسمی مشاعی عبدالکریم جابجی به صورت مع الواسطه به استناد کد ۹۷۷ مجموعه بخشنامه های ثبتی، به متقاضی صورت پذیرفته مضافا بررسی های محلی کارشناس که حکایت از عدم تعارض و بلامنازع بودن تصرفات متقاضی دارد. (725, 562, 961, 695)
ruling-item: ۱۰۵) آقای علی صادقی مرشت فرزند بداله در ششدانگ یک قطعه زمین مزروعی به پلاک ۷۹۸ فرعی از ۸۹ اصلی واقع در روستای مرشت بخش ۸ سنجبد حوزه ثبتی کوثر به مساحت ۱۰۰۵۱/۹۶ مترمربع، از مالکیت اولیه حیدر صادقی. (6, 1207, 241, 1250)
ruling-item: ۱۰۷) آقای صدقعلی صادقی مرشت فرزند حیدر در ششدانگ یک قطعه زمین مزروعی به پلاک ۸۰۰ فرعی از ۸۹ اصلی واقع در روستای مرشت بخش ۸ سنجبد حوزه ثبتی کوثر به مساحت ۱۳۱۵/۴۷ مترمربع، از مالکیت اولیه حیدر صادقی. (6, 1298, 241, 1342)
ruling-item: ۴۸) آقای محمدعلی سلیمانی فرزند قربان در ششدانگ یک قطعه زمین مزروعی به پلاک ۶۰۹ فرعی از ۶۲ اصلی واقع در روستای سنگ آباد بخش ۸ سنجبد حوزه ثبتی کوثر به مساحت ۶۶۶۲/۹۲ مترمربع، از مالکیت اولیه خسرو سلیمانی. (246, 485, 480, 528)
notice-paragraph: ۱- رای شماره ۱۴۰۴۶۰۳۱۲۰۱۰۰۰۲۰۴۴ در پرونده کلاسه ۱۴۰۳۱۱۴۴۱۲۰۱۰۰۰۰۷۴۹ تصرفات مفروزی و مالکانه آقای محمد برانیان فرزند قربان محمد مبنی بر صدور سند مالکیت نسبت به ششدانگ یک قطعه زمین مزروعی به مساحت ۲۰۰۵/۸۲ مترمربع در قسمتی از پلاک شماره ۴۸۵ فرعی از ۱- اصلی واقع در استان گلستان شهرستان رامیان بخش ۸ حوزه ثبتی رامیان که انتقال ملک بلاواسطه از مالک رسمی (آقای محمدرضا نعیمی نظام آباد احدی از ورثه مرحوم امامقلی نعیمی نظام آباد). (726, 1637, 960, 1736)
ruling-item: ۸۲) آقای کردعلی جعفری خلفلو فرزند ملکعلی در ششدانگ یک قطعه زمین مزروعی به پلاک ۲۷۹ فرعی از ۸۸ اصلی واقع در روستای خلفلو بخش ۸ سنجبد حوزه ثبتی کوثر به مساحت ۲۴۱۵/۰۰ مترمربع، از مالکیت اولیه ملکعلی جعفری. (6, 153, 241, 197)
ruling-item: ۱۰۳) آقای علی صادقی مرشت فرزند بداله در ششدانگ یک قطعه زمین مزروعی به پلاک ۷۹۶ فرعی از ۸۹ اصلی واقع در روستای مرشت بخش ۸ سنجبد حوزه ثبتی کوثر به مساحت ۶۴۰۵/۲۲ مترمربع، از مالکیت اولیه حیدر صادقی. (6, 1115, 241, 1159)
ruling-item: ۱۸) آقای جمشید احمدی فیروزآباد فرزند ایرج در ششدانگ یک قطعه زمین مزروعی به پلاک ۴۱۷ فرعی از ۶ اصلی واقع در فیروزآباد بخش ۸ سنجبد حوزه ثبتی کوثر به مساحت ۸۱۵۰/۰۶ مترمربع، از مالکیت اولیه داود احمدی. (486, 999, 720, 1043)
ruling-item: ۵۸) آقای بایرام ولی پور فرزند قربان در ششدانگ یک قطعه زمین مزروعی به پلاک ۶۲۴ فرعی از ۶۲ اصلی واقع در روستای سنگ آباد بخش ۸ سنجبد حوزه ثبتی کوثر به مساحت ۵۱۳۲/۸۹ مترمربع، از مالکیت اولیه قربان ولی پور. (246, 943, 481, 987)
notice-code: م الف ۱۹۳۰۴ (910, 446, 960, 456)
ruling-item: ۲۹) آقای علی فتحی فرزند شیرعلی در ششدانگ یک قطعه زمین مزروعی به پلاک ۶۶۹ فرعی از ۴۰ اصلی واقع در روستای هریس بخش ۸ سنجبد حوزه ثبتی کوثر به مساحت ۱۰۸۸۸/۳۱ مترمربع، از مالکیت اولیه علی فتحی. (486, 1514, 721, 1558)
ruling-item: ۱۲) آقای امیرحسین احمدی فیروزآباد فرزند ایرج در ششدانگ یک قطعه زمین مزروعی به پلاک ۴۱۱ فرعی از ۶ اصلی واقع در فیروزآباد بخش ۸ سنجبد حوزه ثبتی کوثر به مساحت ۱۶۷۷/۱۴ مترمربع، از مالکیت اولیه ابراهیم ابراهیمی. (486, 724, 721, 768)
ruling-item: ۶) آقای دلاور صفری سکرآباد فرزند اسرافیل در ششدانگ یک قطعه زمین مزروعی به پلاک ۲۷۹ فرعی از ۲ اصلی واقع در روستای گرگ آباد بخش ۸ سنجبد حوزه ثبتی کوثر به مساحت ۲۵۰۴/۲۷ مترمربع، از مالکیت اولیه صفرعلی نیک پور. (486, 449, 721, 493)
ruling-item: ۷۹) آقای کردعلی جعفری خلفلو فرزند ملکعلی در ششدانگ یک قطعه زمین مزروعی به پلاک ۲۷۶ فرعی از ۸۸ اصلی واقع در روستای خلفلو بخش ۸ سنجبد حوزه ثبتی کوثر به مساحت ۲۰۰۷/۶۲ مترمربع، از مالکیت اولیه ملکعلی جعفری. (246, 1905, 481, 1949)
ruling-item: ۵۹) آقای بایرام ولی پور فرزند قربان در ششدانگ یک قطعه زمین مزروعی به پلاک ۶۲۵ فرعی از ۶۲ اصلی واقع در روستای سنگ آباد بخش ۸ سنجبد حوزه ثبتی کوثر به مساحت ۱۱۷۶۶/۱۸ مترمربع، از مالکیت اولیه قربان ولی پور. (246, 989, 481, 1032)
columns (6, 72, 961, 1972)
publish-date: تاریخ انتشار نوبت دوم: ۱۴۰۴/۰۷/۳۰ (107, 1847, 240, 1857)
publish-meta-row (726, 1208, 960, 1219)
publish-date: تاریخ انتشار نوبت اول: ۱۴۰۴/۰۷/۱۵ (107, 1835, 240, 1845)
ruling-item: ۵۴) آقای بایرام ولی پور فرزند قربان در ششدانگ یک قطعه زمین مزروعی به پلاک ۶۱۵ فرعی از ۶۲ اصلی واقع در روستای سنگ آباد بخش ۸ سنجبد حوزه ثبتی کوثر به مساحت ۲۶۰۵/۱۸ مترمربع، از مالکیت اولیه قربان ولی پور. (246, 760, 481, 803)
signature-title: رئیس ثبت اسناد و املاک (867, 826, 960, 836)
publish-date: تاریخ انتشار نوبت دوم: روز چهارشنبه ۱۴۰۴/۷/۳۰ (776, 1502, 960, 1512)
ruling-item: ۴۲) خانم سیده معصومه مدنی فرزند سید شهریار در ششدانگ یک قطعه زمین مزروعی به پلاک ۶۹۷ فرعی از ۴۰ اصلی واقع در روستای هریس بخش ۸ سنجبد حوزه ثبتی کوثر به مساحت ۲۴۹۸/۹۷ مترمربع، از مالکیت اولیه جواد هریسی. (246, 210, 481, 254)
ruling-item: ۸۱) آقای کردعلی جعفری خلفلو فرزند ملکعلی در ششدانگ یک قطعه زمین مزروعی به پلاک ۲۷۸ فرعی از ۸۸ اصلی واقع در روستای خلفلو بخش ۸ سنجبد حوزه ثبتی کوثر به مساحت ۶۰۹/۰۸ مترمربع، از مالکیت اولیه ملکعلی جعفری. (6, 107, 241, 151)
ruling-item: ۱۰) آقای علیرضا صفری سکرآباد فرزند دلاور در ششدانگ یک باب خانه مسکونی به پلاک ۲۸۳ فرعی از ۲ اصلی واقع در روستای گرگ آباد بخش ۸ سنجبد حوزه ثبتی کوثر به مساحت ۳۹۰/۱۰ مترمربع، از مالکیت اولیه صفرعلی نیک پور. (486, 633, 721, 676)
ruling-item: ۹۴) آقای موسی محمدی خلفلو فرزند حجت اله در ششدانگ یک قطعه زمین مزروعی به پلاک ۲۹۱ فرعی از ۸۸ اصلی واقع در روستای خلفلو بخش ۸ سنجبد حوزه ثبتی کوثر به مساحت ۱۰۲۹۸/۷۸ مترمربع، از مالکیت اولیه محمد شفیعی. (6, 703, 241, 746)
ruling-item: ۶۹) آقای حسن کاظمی فرزند عباسقلی در ششدانگ یک باب ساختمان کارگاه به پلاک ۲۸۰ فرعی از ۷۰ اصلی واقع در روستای آقکند بخش ۸ سنجبد حوزه ثبتی کوثر به مساحت ۲۰۵/۱۲ مترمربع، از مالکیت اولیه عباسقلی کاظمی. (246, 1447, 481, 1490)
ruling-item: ۱۰۶) آقای صدقعلی صادقی مرشت فرزند حیدر در ششدانگ یک قطعه زمین مزروعی به پلاک ۷۹۹ فرعی از ۸۹ اصلی واقع در روستای مرشت بخش ۸ سنجبد حوزه ثبتی کوثر به مساحت ۲۷۲۷/۹۰ مترمربع، از مالکیت اولیه حیدر صادقی. (6, 1252, 241, 1296)
section-title: آگهی (336, 32, 394, 65)
ruling-item: ۵۲) آقای علی فتاحی نوده فرزند نصرت اله در ششدانگ یک قطعه زمین مزروعی به پلاک ۶۱۳ فرعی از ۶۲ اصلی واقع در روستای سنگ آباد بخش ۸ سنجبد حوزه ثبتی کوثر به مساحت ۳۳۱۸/۰۸ مترمربع، از مالکیت اولیه علی فتاحی. (246, 668, 480, 712)
ruling-item: ۶۳) آقای بایرام ولی پور فرزند قربان در ششدانگ یک قطعه زمین مزروعی به پلاک ۶۲۹ فرعی از ۶۲ اصلی واقع در روستای سنگ آباد بخش ۸ سنجبد حوزه ثبتی کوثر به مساحت ۲۴۶۹۵/۸۸ مترمربع، از مالکیت اولیه قربان ولی پور. (246, 1172, 481, 1216)
dashed-divider (726, 1252, 960, 1254)
ruling-item: ۲۴) آقای ایرج احمدی فیروزآباد فرزند عمران در ششدانگ یک قطعه زمین مزروعی به پلاک ۴۲۳ فرعی از ۶ اصلی واقع در فیروزآباد بخش ۸ سنجبد حوزه ثبتی کوثر به مساحت ۲۴۶۷۷/۱۸ مترمربع، از مالکیت اولیه ایرج احمدی. (486, 1285, 720, 1329)
ruling-item: ۸۵) آقای کردعلی جعفری خلفلو فرزند ملکعلی در ششدانگ یک قطعه زمین مزروعی به پلاک ۲۸۲ فرعی از ۸۸ اصلی واقع در روستای خلفلو بخش ۸ سنجبد حوزه ثبتی کوثر به مساحت ۱۱۲۲۷/۲۲ مترمربع، از مالکیت اولیه ملکعلی جعفری. (6, 290, 241, 334)
column-4 (6, 72, 241, 1872)
notice-code: م الف ۱۰۹۸۰ (670, 97, 720, 107)
notice-paragraph: لذا به منظور اطلاع عموم مراتب در دو نوبت به فاصله ۱۵ روز آگهی می شود در صورتی که اشخاص نسبت به صدور سند مالکیت متقاضی اعتراضی داشته باشند می توانند از تاریخ انتشار اولین آگهی به مدت دو ماه اعتراض خود را به این اداره تسلیم و پس از اخذ رسید ظرف مدت یکماه از تاریخ تسلیم اعتراض دادخواست خود را به مراجع قضایی تقدیم نمایند. بدیهی است در صورت انقضای مدت مذکور و عدم وصول اعتراض طبق مقررات سند مالکیت صادر خواهد شد. (726, 697, 960, 785)
publish-meta-row (726, 799, 960, 810)
notice-paragraph: برابر آراء هیات قانون تعیین تکلیف وضعیت ثبتی اراضی و ساختمانهای فاقد سند رسمی در واحد ثبتی گمیشان تصرفات مالکانه و بلامعارض متقاضی محرز گردید لذا مشخصات متقاضی و املاک مورد تقاضا به شرح ذیل به منظور اطلاع عموم در دو نوبت به فاصله ۱۵ روز از تاریخ اولین آگهی به مدت دو ماه اعتراض خود را به اداره ثبت محل تسلیم و پس از اخذ رسید ظرف مدت یک ماه از تاریخ تسلیم اعتراض دادخواست خود را به مرجع قضایی تقدیم نمایند. بدیهی است در صورت انقضای مدت مذکور و عدم وصول اعتراض برابر مقررات سند مالکیت صادر خواهد شد. (726, 1286, 960, 1397)
notice-title: هیات موضوع قانون تعیین تکلیف وضعیت ثبتی اراضی و ساختمانهای فاقد سند رسمی (730, 498, 956, 521)
issue-number: ■ شماره ۱۱۴۵۸ (854, 51, 914, 61)
ruling-item: ۵۳) آقای علی فتاحی نوده فرزند نصرت اله در ششدانگ یک قطعه زمین مزروعی به پلاک ۶۱۴ فرعی از ۶۲ اصلی واقع در روستای سنگ آباد بخش ۸ سنجبد حوزه ثبتی کوثر به مساحت ۶۷۴۱/۸۰ مترمربع، از مالکیت اولیه علی فتاحی. (246, 714, 480, 757)
column-3 (246, 72, 481, 1972)
ruling-list (246, 72, 480, 1973)
notice-code: م الف: ۵/۳۵۰ (189, 1823, 240, 1833)
publish-date: تاریخ انتشار نوبت اول: ۱۴۰۴/۷/۱۴ (832, 422, 960, 432)
signature-name: آیت اله زارع (911, 1223, 960, 1234)
notice-subtitle: آگهی موضوع ماده ۳ قانون و ماده ۱۳ آئین نامه قانون تعیین تکلیف وضعیت ثبتی و اراضی و ساختمانهای فاقد سند رسمی (730, 877, 956, 912)
ruling-item: ۱۱۲) آقای صدقعلی صادقی مرشت فرزند حیدر در ششدانگ یک قطعه زمین مزروعی به پلاک ۸۰۵ فرعی از ۸۹ اصلی واقع در روستای مرشت بخش ۸ سنجبد حوزه ثبتی کوثر به مساحت ۲۵۲۱/۹۴ مترمربع، از مالکیت اولیه حیدر صادقی. (6, 1527, 241, 1571)
notice-paragraph: - برابر رای شماره ۱۴۰۴۶۰۳۲۶۰۰۵۰۱۱۶۸۲ مورخه ۱۴۰۴/۰۶/۱۲ هیات اول موضوع قانون تعیین تکلیف وضعیت ثبتی اراضی و ساختمانهای فاقد سند رسمی مستقر در واحد ثبتی حوزه ثبت ملک نهاوند تصرفات مالکانه بلامعارض متقاضی پرونده کلاسه ۱۱۵-۱۴۰۴۱۱۴۴۴۲۶۰۰۰۵۰۰۰ آقای محمد ابوالفتحی به ش.ش ۱۱۸۲ و به ش.م ۳۹۶۰۹۷۷۱۶۶ فرزند علی حیدر در ششدانگ یک قطعه زمین مزروعی دیمزار به مساحت ۱۸۰۳/۰۶ مترمربع قسمتی از پلاک ثبتی ۴۹ اصلی بخش ۲ نهاوند روستای میلاب قرار دارد انتقالی از مالک رسمی ملک (سند مالکیت مشاعی)، محرز گردیده است که حقوق ارتفاقی ندارد. (726, 139, 961, 249)
ruling-item: ۹۹) آقای علی صادقی مرشت فرزند بداله در ششدانگ یک قطعه زمین مزروعی به پلاک ۷۹۲ فرعی از ۸۹ اصلی واقع در روستای مرشت بخش ۸ سنجبد حوزه ثبتی کوثر به مساحت ۹۰۳۴/۴۱ مترمربع، از مالکیت اولیه حیدر صادقی. (6, 932, 241, 975)
ruling-item: ۶۸) آقای سلمان جعفری فرزند شیرعلی در ششدانگ یک قطعه زمین مزروعی به پلاک ۲۳۴ فرعی از ۶۷ اصلی واقع در روستای ینگجه بخش ۸ سنجبد حوزه ثبتی کوثر به مساحت ۴۴۲۶/۵۰ مترمربع، از مالکیت اولیه بشیر جعفری. (246, 1401, 481, 1445)
column-divider (242, 72, 243, 1440)
notice-code: م.الف: ۲۳۰ (726, 1502, 770, 1512)
ruling-item: ۴۶) آقای الله ایلاخی فرزند عبدالهی در ششدانگ یک قطعه زمین مزروعی به پلاک ۱۰۱ فرعی از ۴۲ اصلی واقع در روستای پیرسیدی بخش ۸ سنجبد حوزه ثبتی کوثر به مساحت ۵۰۷۲/۷۶ مترمربع، از مالکیت اولیه شیرعلی عبداللهی. (246, 393, 481, 437)
ruling-item: ۳) آقای دلاور صفری سکرآباد فرزند اسرافیل در ششدانگ یک قطعه زمین مزروعی به پلاک ۲۷۶ فرعی از ۲ اصلی واقع در روستای گرگ آباد بخش ۸ سنجبد حوزه ثبتی کوثر به مساحت ۲۷۸۳/۵۷ مترمربع، از مالکیت اولیه صفرعلی نیک پور. (486, 312, 721, 356)
date-line-hijri-gregorian: ۲۹ ربیع الثانی ۱۴۴۷ ■ ۲۲ اکتبر ۲۰۲۵ ■ (58, 50, 217, 61)
ruling-item: ۲۸) آقای علی فتحی فرزند شیرعلی در ششدانگ یک قطعه زمین مزروعی به پلاک ۶۶۸ فرعی از ۴۰ اصلی واقع در روستای هریس بخش ۸ سنجبد حوزه ثبتی کوثر به مساحت ۱۹۲۰/۰۰ مترمربع، از مالکیت اولیه علی فتحی. (486, 1468, 721, 1512)
ruling-item: ۲۲) آقای ایرج احمدی فیروزآباد فرزند عمران در ششدانگ یک قطعه زمین مزروعی به پلاک ۴۲۱ فرعی از ۶ اصلی واقع در فیروزآباد بخش ۸ سنجبد حوزه ثبتی کوثر به مساحت ۱۶۴۴۳/۶۰ مترمربع، از مالکیت اولیه ایرج احمدی. (486, 1194, 720, 1237)
page-number: ۵ (22, 26, 47, 72)
ruling-item: ۷۰) آقای رسول پور محرم فرزند یوسفعلی در ششدانگ یک قطعه زمین مزروعی به پلاک ۲۸۱ فرعی از ۷۰ اصلی واقع در روستای آقکند بخش ۸ سنجبد حوزه ثبتی کوثر به مساحت ۳۶۶۵/۵۳ مترمربع، از مالکیت اولیه یوسفعلی پورمحرم. (246, 1493, 481, 1536)
ruling-item: ۲۶) آقای جابر حسینی فرزند علی اکبر در ششدانگ یک باب خانه مسکونی به پلاک ۲۸۵ فرعی از ۱۰۷ اصلی واقع در روستای نی احمد بیگ بخش ۸ سنجبد حوزه ثبتی کوثر به مساحت ۲۸۲/۶۵ مترمربع، از مالکیت اولیه جابر حسینی. (486, 1377, 721, 1420)
ruling-item: ۷۸) آقای کردعلی جعفری خلفلو فرزند ملکعلی در ششدانگ یک قطعه زمین مزروعی به پلاک ۲۷۵ فرعی از ۸۸ اصلی واقع در روستای خلفلو بخش ۸ سنجبد حوزه ثبتی کوثر به مساحت ۳۸۵۴/۴۷ مترمربع، از مالکیت اولیه ملکعلی جعفری. (246, 1859, 481, 1903)
ruling-item: ۴۱) آقای زعفر جلالی هریس فرزند رشید در ششدانگ یک قطعه زمین مزروعی به پلاک ۶۹۶ فرعی از ۴۰ اصلی واقع در روستای هریس بخش ۸ سنجبد حوزه ثبتی کوثر به مساحت ۵۵۷۶/۷۸ مترمربع، از مالکیت اولیه بهلول علیزاده. (246, 164, 480, 208)
ruling-item: ۵۱) آقای علی فتاحی نوده فرزند نصرت اله در ششدانگ یک قطعه زمین مزروعی به پلاک ۶۱۲ فرعی از ۶۲ اصلی واقع در روستای سنگ آباد بخش ۸ سنجبد حوزه ثبتی کوثر به مساحت ۸۲۵۵/۳۵ مترمربع، از مالکیت اولیه علی فتاحی. (246, 622, 480, 666)
dashed-divider (6, 1879, 240, 1881)
ruling-item: ۲) آقای دلاور صفری سکرآباد فرزند اسرافیل در ششدانگ یک قطعه زمین مزروعی به پلاک ۲۷۵ فرعی از ۲ اصلی واقع در روستای گرگ آباد بخش ۸ سنجبد حوزه ثبتی کوثر به مساحت ۲۶۹۴/۲۲ مترمربع، از مالکیت اولیه صفرعلی نیک پور. (486, 266, 721, 310)
ruling-item: ۳۸) آقای نبی اله نجفی فرزند حبیب اله در ششدانگ یک قطعه زمین مزروعی به پلاک ۶۹۳ فرعی از ۴۰ اصلی واقع در روستای هریس بخش ۸ سنجبد حوزه ثبتی کوثر به مساحت ۹۳۸/۷۸ مترمربع، از مالکیت اولیه توکل مرسلی. (486, 1927, 721, 1970)
